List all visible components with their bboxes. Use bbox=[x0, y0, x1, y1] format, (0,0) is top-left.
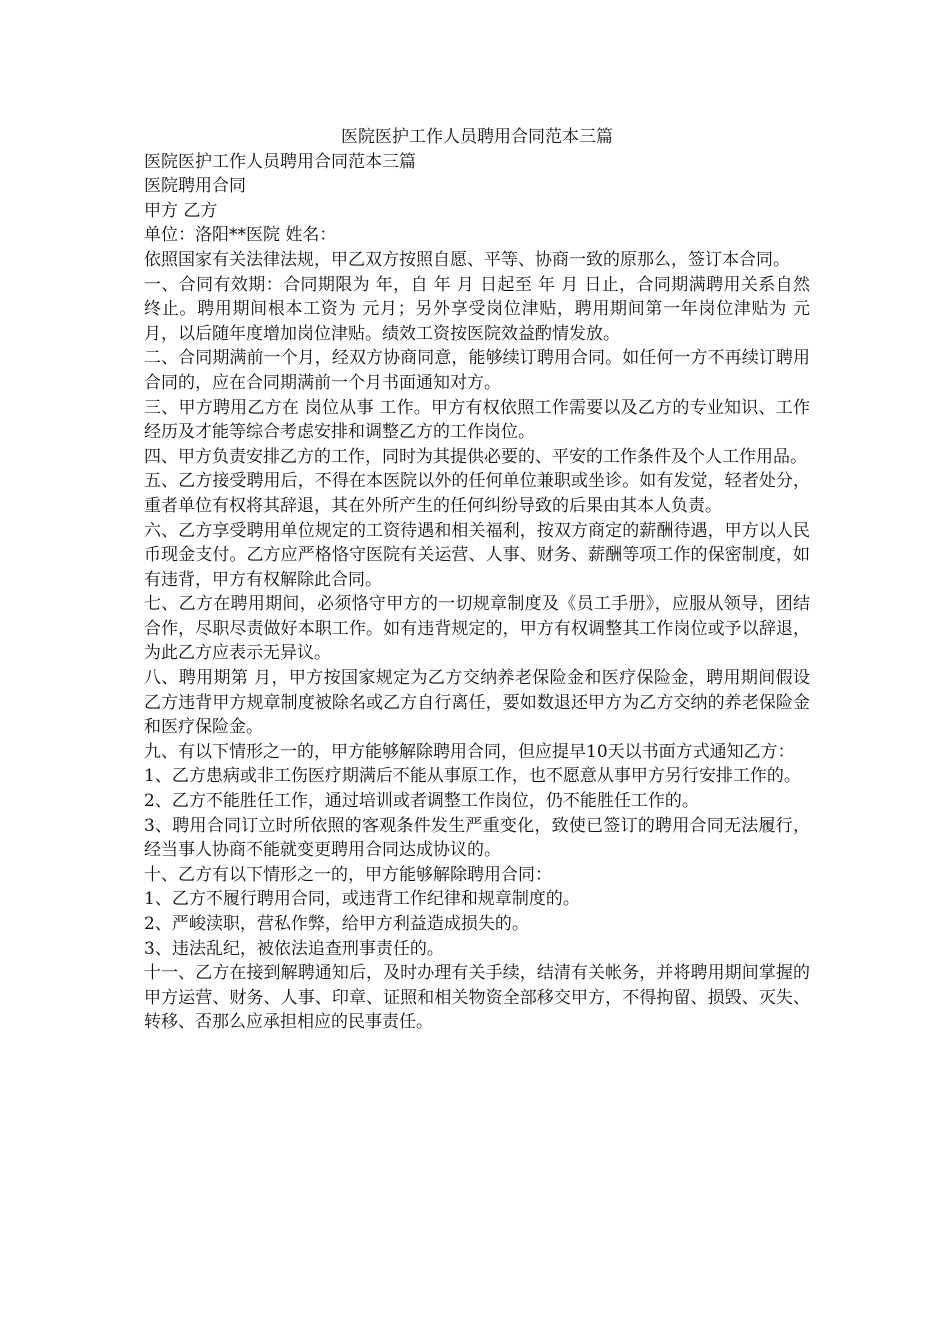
clause-9-item-1: 1、乙方患病或非工伤医疗期满后不能从事原工作，也不愿意从事甲方另行安排工作的。 bbox=[144, 766, 801, 787]
paragraph-parties: 甲方 乙方 bbox=[144, 200, 218, 221]
clause-6: 六、乙方享受聘用单位规定的工资待遇和相关福利，按双方商定的薪酬待遇，甲方以人民币现金支付。乙方应严格恪守医院有关运营、人事、财务、薪酬等项工作的保密制度，如有违背，甲方有权解除此合同。 bbox=[144, 520, 810, 590]
paragraph-preamble: 依照国家有关法律法规，甲乙双方按照自愿、平等、协商一致的原那么，签订本合同。 bbox=[144, 249, 790, 270]
clause-10: 十、乙方有以下情形之一的，甲方能够解除聘用合同： bbox=[144, 864, 552, 885]
clause-3: 三、甲方聘用乙方在 岗位从事 工作。甲方有权依照工作需要以及乙方的专业知识、工作经历及才能等综合考虑安排和调整乙方的工作岗位。 bbox=[144, 397, 810, 443]
clause-1: 一、合同有效期：合同期限为 年，自 年 月 日起至 年 月 日止，合同期满聘用关系自然终止。聘用期间根本工资为 元月；另外享受岗位津贴，聘用期间第一年岗位津贴为 元月，以后随年度增加岗位津贴。绩效工资按医院效益酌情发放。 bbox=[144, 274, 810, 344]
clause-10-item-2: 2、严峻渎职，营私作弊，给甲方利益造成损失的。 bbox=[144, 914, 529, 934]
document-title: 医院医护工作人员聘用合同范本三篇 bbox=[341, 127, 613, 147]
document-body bbox=[144, 125, 810, 1035]
clause-9-item-2: 2、乙方不能胜任工作，通过培训或者调整工作岗位，仍不能胜任工作的。 bbox=[144, 791, 699, 812]
clause-5: 五、乙方接受聘用后，不得在本医院以外的任何单位兼职或坐诊。如有发觉，轻者处分，重者单位有权将其辞退，其在外所产生的任何纠纷导致的后果由其本人负责。 bbox=[144, 471, 810, 516]
clause-7: 七、乙方在聘用期间，必须恪守甲方的一切规章制度及《员工手册》，应服从领导，团结合作，尽职尽责做好本职工作。如有违背规定的，甲方有权调整其工作岗位或予以辞退，为此乙方应表示无异议。 bbox=[144, 594, 810, 664]
clause-9-item-3: 3、聘用合同订立时所依照的客观条件发生严重变化，致使已签订的聘用合同无法履行，经当事人协商不能就变更聘用合同达成协议的。 bbox=[144, 815, 810, 861]
paragraph-heading: 医院医护工作人员聘用合同范本三篇 bbox=[144, 151, 416, 172]
paragraph-unit-name: 单位：洛阳**医院 姓名： bbox=[144, 225, 337, 246]
clause-8: 八、聘用期第 月，甲方按国家规定为乙方交纳养老保险金和医疗保险金，聘用期间假设乙方违背甲方规章制度被除名或乙方自行离任，要如数退还甲方为乙方交纳的养老保险金和医疗保险金。 bbox=[144, 668, 810, 738]
clause-2: 二、合同期满前一个月，经双方协商同意，能够续订聘用合同。如任何一方不再续订聘用合同的，应在合同期满前一个月书面通知对方。 bbox=[144, 348, 810, 393]
clause-10-item-3: 3、违法乱纪，被依法追查刑事责任的。 bbox=[144, 938, 444, 959]
clause-4: 四、甲方负责安排乙方的工作，同时为其提供必要的、平安的工作条件及个人工作用品。 bbox=[144, 446, 807, 467]
clause-11: 十一、乙方在接到解聘通知后，及时办理有关手续，结清有关帐务，并将聘用期间掌握的甲方运营、财务、人事、印章、证照和相关物资全部移交甲方，不得拘留、损毁、灭失、转移、否那么应承担相应的民事责任。 bbox=[144, 963, 810, 1033]
clause-10-item-1: 1、乙方不履行聘用合同，或违背工作纪律和规章制度的。 bbox=[144, 889, 580, 910]
paragraph-contract-name: 医院聘用合同 bbox=[144, 176, 246, 197]
clause-9: 九、有以下情形之一的，甲方能够解除聘用合同，但应提早10天以书面方式通知乙方： bbox=[144, 741, 795, 762]
